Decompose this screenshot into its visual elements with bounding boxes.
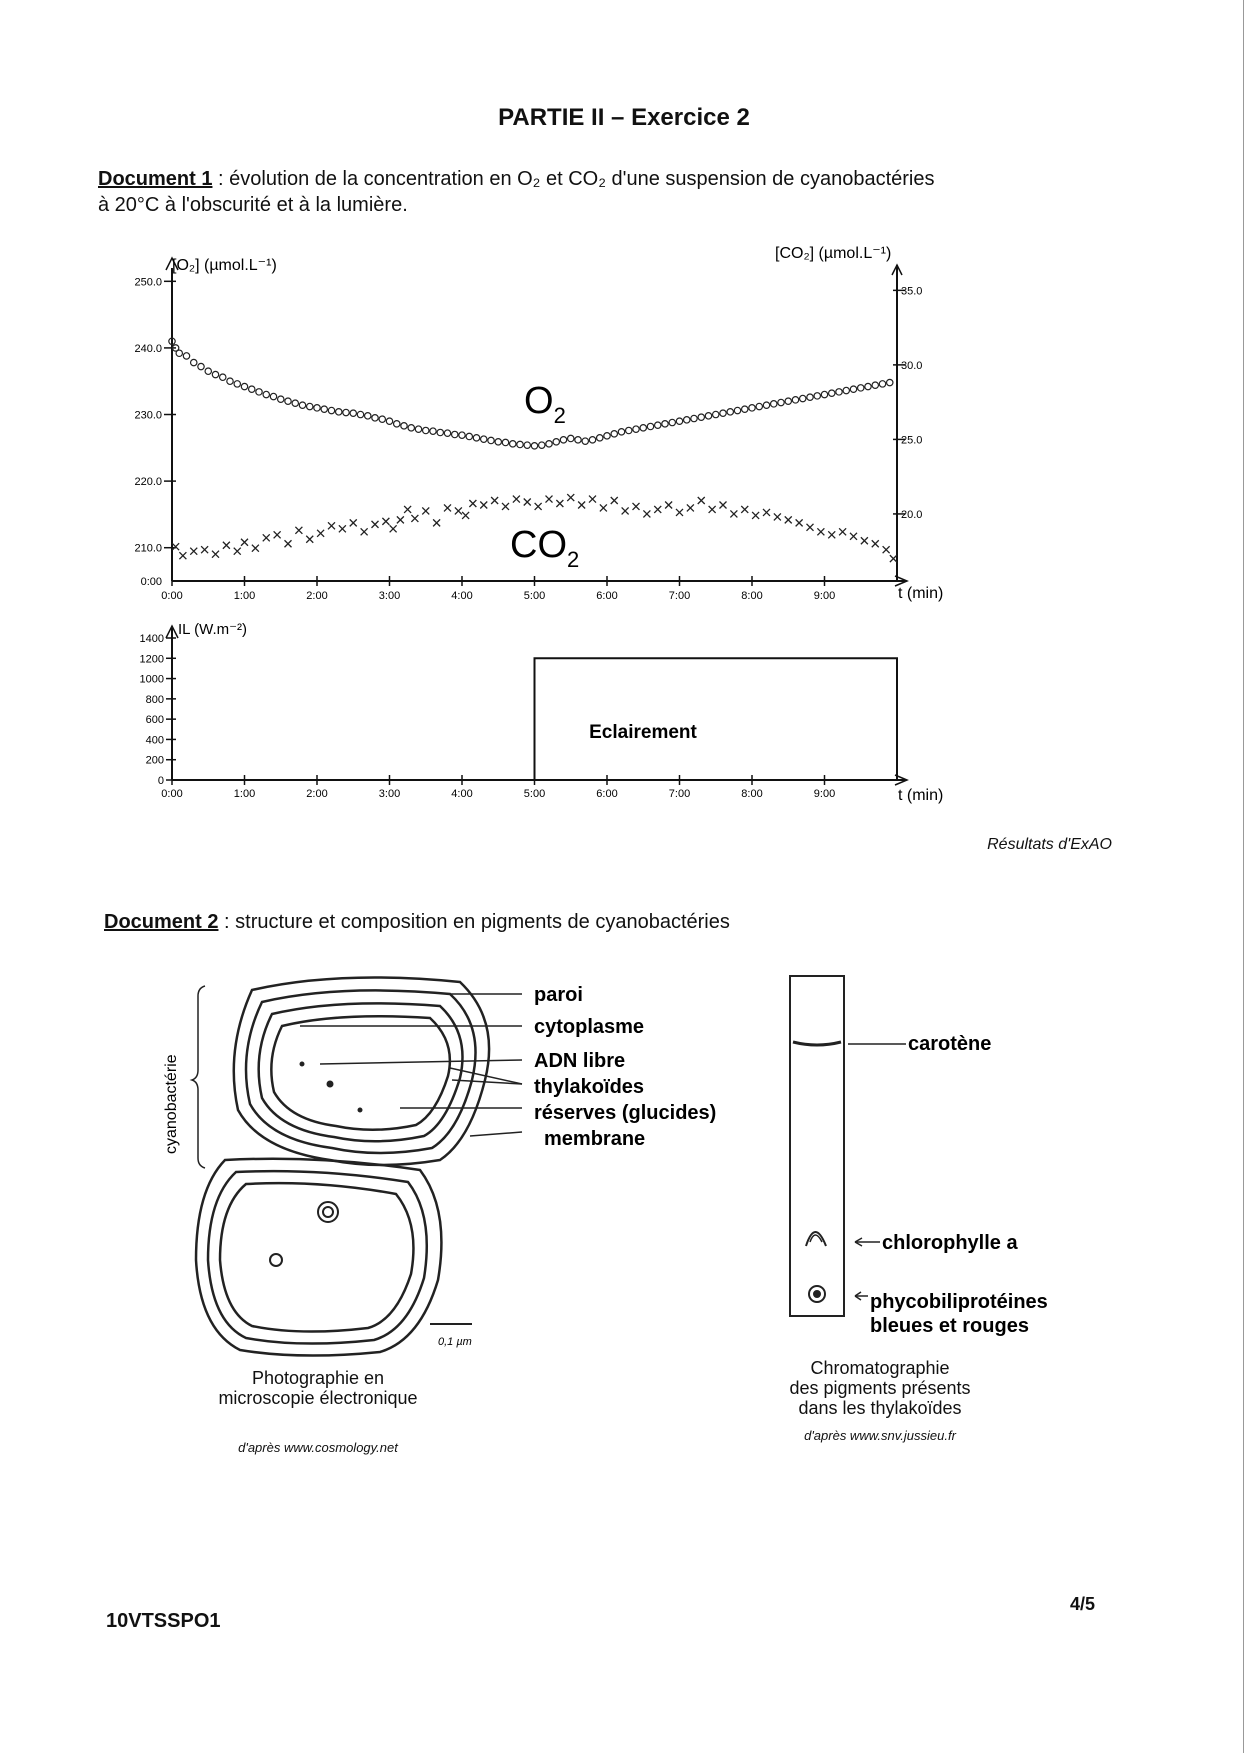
o2-point [343, 409, 349, 415]
co2-point [339, 525, 346, 532]
co2-point [444, 504, 451, 511]
c2-x-tick-label: 5:00 [523, 788, 546, 800]
c2-y-tick-label: 0 [157, 775, 164, 787]
o2-point [357, 411, 363, 417]
doc1-text-line1: : évolution de la concentration en O₂ et CO₂ d'une suspension de cyanobactéries [212, 168, 935, 190]
co2-point [295, 527, 302, 534]
o2-point [510, 441, 516, 447]
carotene-band [793, 1042, 841, 1045]
c1-yleft-tick-label: 220.0 [134, 476, 162, 489]
label-thylakoides: thylakoïdes [534, 1076, 645, 1098]
co2-series-label: $CO_2$ [510, 524, 580, 572]
co2-point [633, 503, 640, 510]
c1-x-tick-label: 8:00 [741, 590, 763, 602]
c1-x-tick-label: 3:00 [378, 590, 401, 602]
o2-point [749, 405, 755, 411]
co2-point [422, 507, 429, 514]
co2-point [350, 519, 357, 526]
o2-point [473, 435, 479, 441]
label-chlorophylle: chlorophylle a [882, 1232, 1018, 1254]
o2-point [437, 429, 443, 435]
co2-point [212, 551, 219, 558]
co2-point [502, 503, 509, 510]
micro-source: d'après www.cosmology.net [238, 1440, 398, 1455]
label-reserves: réserves (glucides) [534, 1102, 717, 1124]
o2-point [669, 419, 675, 425]
micro-caption [168, 1368, 468, 1408]
co2-point [201, 546, 208, 553]
o2-point [292, 400, 298, 406]
c2-x-tick-label: 6:00 [596, 788, 618, 800]
time-axis-label-2: t (min) [898, 787, 944, 804]
label-bleues-rouges: bleues et rouges [870, 1315, 1029, 1337]
o2-point [459, 432, 465, 438]
o2-point [756, 403, 762, 409]
co2-point [223, 542, 230, 549]
co2-point [513, 496, 520, 503]
o2-point [386, 418, 392, 424]
footer-code: 10VTSSPO1 [106, 1610, 221, 1632]
o2-point [466, 433, 472, 439]
o2-point [655, 422, 661, 428]
chroma-caption-line3: dans les thylakoïdes [798, 1398, 962, 1418]
o2-point [836, 389, 842, 395]
o2-point [278, 396, 284, 402]
c2-y-tick-label: 400 [145, 734, 164, 747]
co2-point [698, 497, 705, 504]
cell-brace [192, 986, 205, 1168]
c1-x-tick-label: 7:00 [668, 590, 691, 602]
o2-point [800, 395, 806, 401]
micro-side-label: cyanobactérie [163, 1054, 180, 1154]
gas-concentration-chart [134, 245, 943, 602]
co2-point [317, 530, 324, 537]
o2-point [829, 390, 835, 396]
co2-point [491, 497, 498, 504]
label-adn-libre: ADN libre [534, 1050, 626, 1072]
c1-yleft-tick-label: 250.0 [134, 276, 162, 289]
page-title: PARTIE II – Exercice 2 [498, 104, 750, 131]
o2-point [321, 406, 327, 412]
chroma-caption-line1: Chromatographie [810, 1358, 950, 1378]
o2-point [270, 393, 276, 399]
o2-point [858, 385, 864, 391]
o2-point [249, 386, 255, 392]
o2-point [212, 371, 218, 377]
o2-point [763, 402, 769, 408]
c2-x-tick-label: 9:00 [813, 788, 836, 800]
co2-point [796, 519, 803, 526]
co2-point [535, 503, 542, 510]
chroma-source: d'après www.snv.jussieu.fr [804, 1428, 956, 1443]
co2-point [285, 540, 292, 547]
co2-point [883, 546, 890, 553]
c2-y-tick-label: 1200 [139, 653, 164, 666]
co2-point [890, 555, 897, 562]
c2-y-tick-label: 600 [145, 714, 164, 727]
co2-point [546, 496, 553, 503]
co2-point [404, 506, 411, 513]
o2-point [633, 426, 639, 432]
il-axis-label: IL (W.m⁻²) [178, 621, 248, 638]
o2-point [401, 423, 407, 429]
irradiance-step-line [172, 658, 897, 780]
c1-yright-tick-label: 30.0 [901, 359, 923, 372]
co2-point [600, 504, 607, 511]
o2-point [488, 437, 494, 443]
doc2-figure [0, 960, 1248, 1380]
o2-point [307, 403, 313, 409]
o2-point [698, 414, 704, 420]
o2-series-label: $O_2$ [524, 380, 566, 428]
scale-bar-label: 0,1 µm [438, 1336, 472, 1348]
o2-point [618, 429, 624, 435]
co2-point [382, 518, 389, 525]
o2-point [785, 398, 791, 404]
co2-point [872, 540, 879, 547]
c1-yright-tick-label: 35.0 [901, 285, 923, 298]
co2-point [807, 524, 814, 531]
o2-point [647, 423, 653, 429]
c1-x-tick-label: 1:00 [233, 590, 256, 602]
chroma-caption-line2: des pigments présents [789, 1378, 971, 1398]
o2-point [372, 415, 378, 421]
o2-point [220, 374, 226, 380]
co2-point [433, 519, 440, 526]
c2-x-tick-label: 4:00 [451, 788, 473, 800]
micro-caption-line2: microscopie électronique [218, 1388, 418, 1408]
c2-x-tick-label: 3:00 [378, 788, 401, 800]
co2-point [611, 497, 618, 504]
o2-point [734, 407, 740, 413]
c1-yright-tick-label: 25.0 [901, 434, 923, 447]
chromatography-strip [790, 976, 906, 1316]
cell-bottom-outer [196, 1159, 441, 1356]
o2-point [365, 413, 371, 419]
c2-y-tick-label: 1000 [139, 673, 164, 686]
o2-point [582, 438, 588, 444]
co2-point [556, 500, 563, 507]
c2-x-tick-label: 1:00 [233, 788, 256, 800]
o2-point [444, 430, 450, 436]
co2-point [687, 504, 694, 511]
o2-point [205, 368, 211, 374]
co2-point [361, 528, 368, 535]
o2-point [597, 435, 603, 441]
co2-point [372, 521, 379, 528]
o2-point [560, 437, 566, 443]
o2-point [887, 379, 893, 385]
o2-point [575, 437, 581, 443]
chroma-paper [790, 976, 844, 1316]
co2-point [589, 496, 596, 503]
c1-x-tick-label: 0:00 [161, 590, 183, 602]
label-carotene: carotène [908, 1033, 992, 1055]
co2-point [622, 507, 629, 514]
co2-point [741, 506, 748, 513]
doc1-label: Document 1 [98, 168, 213, 190]
doc1-source: Résultats d'ExAO [987, 836, 1112, 853]
o2-point [430, 428, 436, 434]
o2-point [408, 425, 414, 431]
o2-point [350, 410, 356, 416]
c2-x-tick-label: 8:00 [741, 788, 763, 800]
o2-point [191, 359, 197, 365]
c2-x-tick-label: 7:00 [668, 788, 691, 800]
o2-point [684, 417, 690, 423]
o2-point [727, 409, 733, 415]
co2-point [328, 522, 335, 529]
o2-point [299, 402, 305, 408]
o2-point [539, 442, 545, 448]
co2-point [817, 528, 824, 535]
o2-point [879, 381, 885, 387]
co2-point [850, 533, 857, 540]
co2-point [567, 494, 574, 501]
o2-point [778, 399, 784, 405]
o2-point [604, 433, 610, 439]
co2-point [263, 534, 270, 541]
co2-point [785, 516, 792, 523]
co2-point [709, 506, 716, 513]
time-axis-label-1: t (min) [898, 585, 944, 602]
co2-point [774, 513, 781, 520]
co2-point [462, 512, 469, 519]
o2-point [524, 442, 530, 448]
co2-point [190, 548, 197, 555]
co2-point [306, 536, 313, 543]
c1-x-tick-label: 6:00 [596, 590, 618, 602]
co2-point [252, 545, 259, 552]
o2-point [589, 437, 595, 443]
o2-point [662, 421, 668, 427]
o2-point [198, 363, 204, 369]
o2-point [771, 401, 777, 407]
label-paroi: paroi [534, 984, 583, 1006]
label-cytoplasme: cytoplasme [534, 1016, 645, 1038]
o2-point [792, 397, 798, 403]
doc2-heading [104, 909, 1104, 935]
o2-point [640, 425, 646, 431]
co2-point [390, 525, 397, 532]
co2-point [524, 499, 531, 506]
o2-point [328, 407, 334, 413]
o2-point [814, 393, 820, 399]
co2-point [179, 552, 186, 559]
label-phycobili: phycobiliprotéines [870, 1291, 1048, 1313]
o2-point [314, 405, 320, 411]
c1-yright-tick-label: 20.0 [901, 508, 923, 521]
o2-point [553, 439, 559, 445]
o2-point [611, 431, 617, 437]
doc2-label: Document 2 [104, 911, 219, 933]
doc1-figure [0, 0, 1248, 820]
o2-point [263, 391, 269, 397]
o2-point [502, 439, 508, 445]
micrograph [192, 978, 489, 1356]
o2-point [415, 426, 421, 432]
o2-point [531, 443, 537, 449]
o2-point [691, 415, 697, 421]
o2-point [517, 441, 523, 447]
page-number: 4/5 [1070, 1594, 1096, 1614]
co2-point [665, 501, 672, 508]
co2-point [676, 509, 683, 516]
co2-point [654, 506, 661, 513]
chroma-caption [740, 1358, 1020, 1418]
co2-point [397, 516, 404, 523]
dna-granule [318, 1202, 338, 1222]
co2-point [578, 501, 585, 508]
micro-caption-line1: Photographie en [251, 1368, 385, 1388]
co2-point [480, 501, 487, 508]
o2-point [705, 413, 711, 419]
o2-point [227, 378, 233, 384]
co2-point [274, 531, 281, 538]
o2-point [865, 383, 871, 389]
o2-point [394, 421, 400, 427]
chlorophyll-spot [806, 1232, 826, 1246]
doc1-text-line2: à 20°C à l'obscurité et à la lumière. [98, 194, 408, 216]
o2-point [626, 427, 632, 433]
doc2-text: : structure et composition en pigments de cyanobactéries [218, 911, 730, 933]
o2-point [720, 410, 726, 416]
o2-point [495, 439, 501, 445]
c1-yleft-tick-label: 230.0 [134, 409, 162, 422]
c1-x-tick-label: 9:00 [813, 590, 836, 602]
o2-point [713, 411, 719, 417]
c2-y-tick-label: 200 [145, 754, 164, 767]
co2-point [839, 528, 846, 535]
o2-point [850, 386, 856, 392]
c1-origin-label: 0:00 [140, 576, 162, 588]
co2-point [828, 531, 835, 538]
o2-point [336, 409, 342, 415]
irradiance-chart [140, 621, 944, 804]
o2-point [843, 387, 849, 393]
c1-yleft-tick-label: 240.0 [134, 342, 162, 355]
o2-point [379, 416, 385, 422]
c2-y-tick-label: 800 [145, 693, 164, 706]
co2-point [455, 507, 462, 514]
o2-point [568, 435, 574, 441]
o2-point [234, 381, 240, 387]
co2-point [763, 509, 770, 516]
c2-y-tick-label: 1400 [139, 633, 164, 645]
co2-point [172, 543, 179, 550]
c1-x-tick-label: 5:00 [523, 590, 546, 602]
co2-axis-label: [CO₂] (µmol.L⁻¹) [775, 245, 892, 262]
c2-x-tick-label: 0:00 [161, 788, 183, 800]
o2-point [742, 406, 748, 412]
co2-point [643, 510, 650, 517]
co2-point [241, 539, 248, 546]
o2-point [183, 353, 189, 359]
co2-point [752, 512, 759, 519]
o2-point [821, 391, 827, 397]
co2-point [861, 537, 868, 544]
o2-point [285, 398, 291, 404]
co2-point [469, 500, 476, 507]
o2-point [241, 383, 247, 389]
co2-point [730, 510, 737, 517]
o2-point [452, 431, 458, 437]
co2-point [411, 515, 418, 522]
label-membrane: membrane [544, 1128, 646, 1150]
o2-point [256, 389, 262, 395]
c1-x-tick-label: 2:00 [306, 590, 328, 602]
co2-point [720, 501, 727, 508]
co2-point [234, 548, 241, 555]
o2-point [676, 418, 682, 424]
o2-point [481, 436, 487, 442]
c1-x-tick-label: 4:00 [451, 590, 473, 602]
o2-point [176, 350, 182, 356]
o2-point [546, 441, 552, 447]
o2-axis-label: [O₂] (µmol.L⁻¹) [172, 257, 277, 274]
o2-point [423, 427, 429, 433]
c1-yleft-tick-label: 210.0 [134, 542, 162, 555]
o2-point [872, 382, 878, 388]
o2-point [807, 394, 813, 400]
eclairement-label: Eclairement [589, 722, 697, 743]
c2-x-tick-label: 2:00 [306, 788, 328, 800]
